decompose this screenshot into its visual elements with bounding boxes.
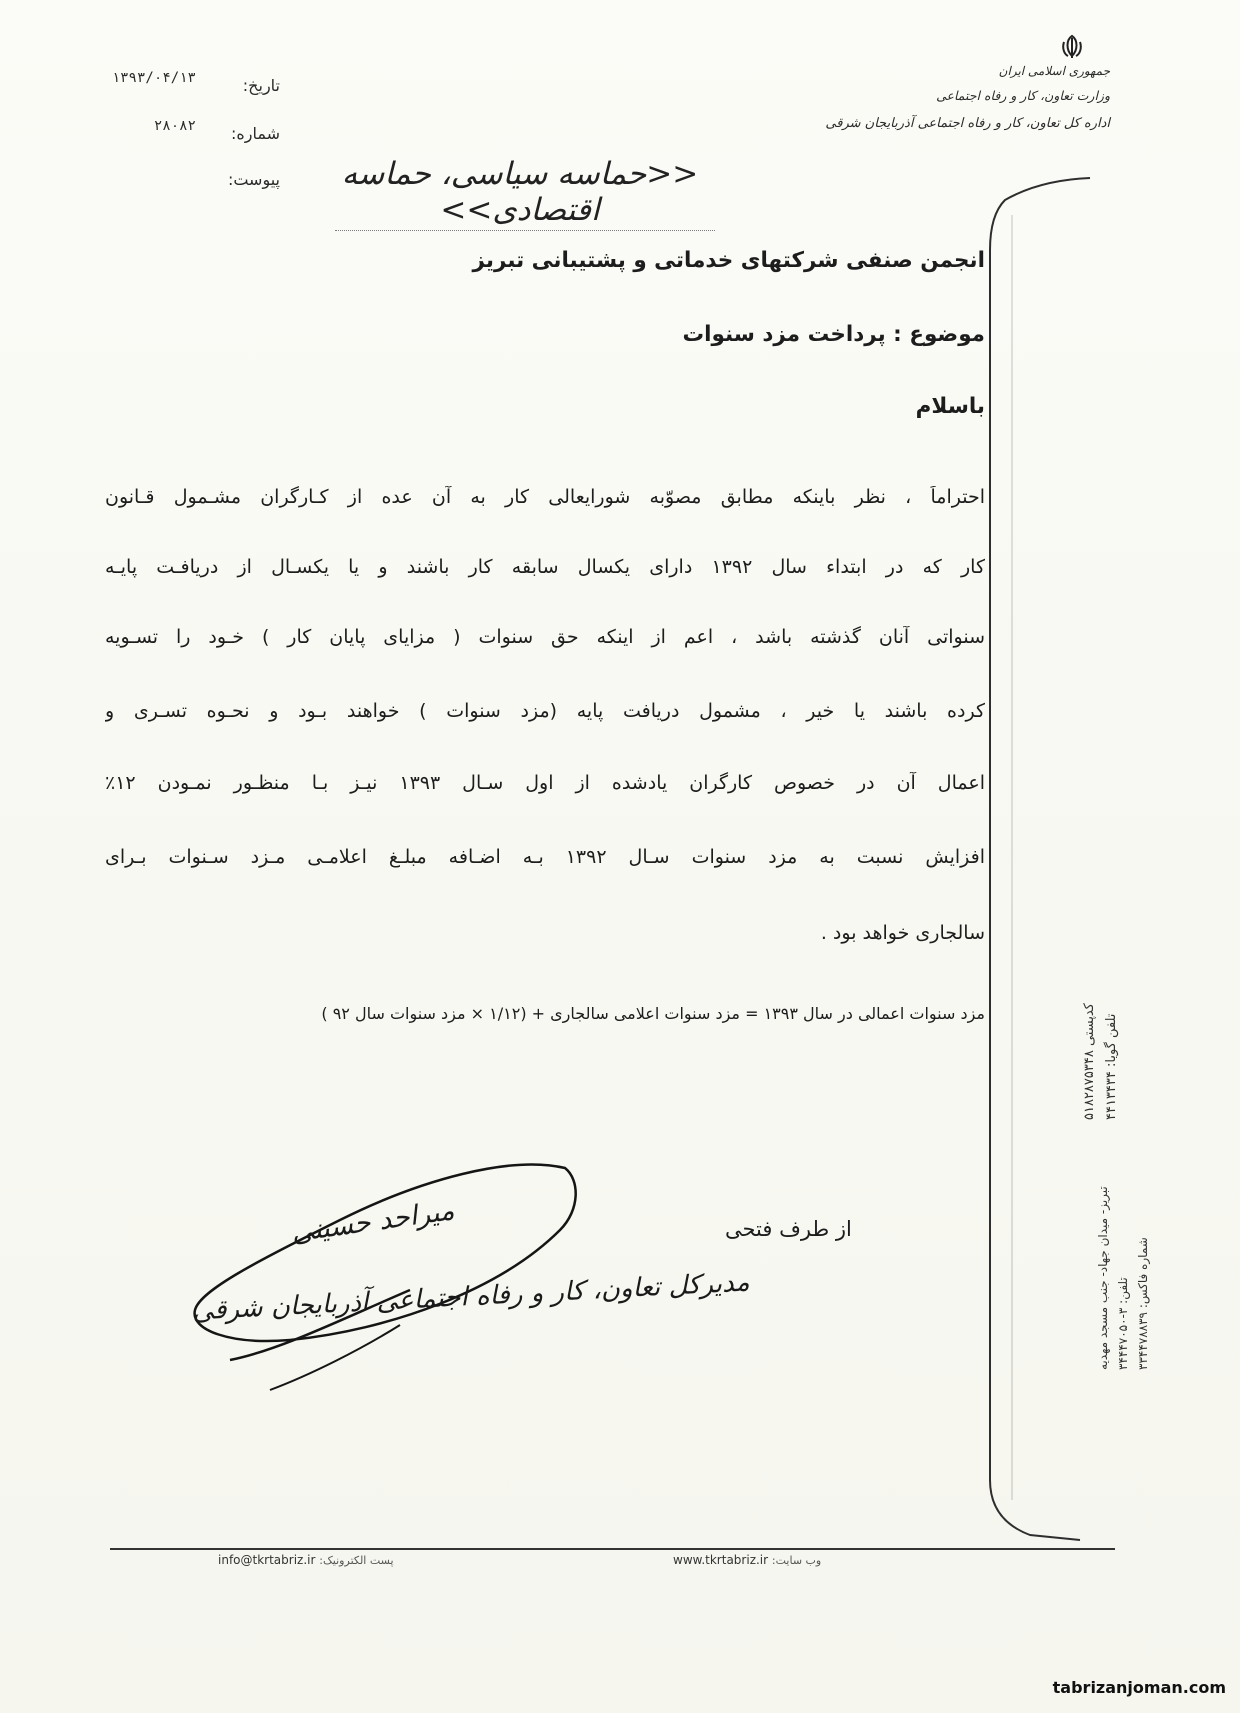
attachment-label: پیوست: <box>227 170 280 189</box>
footer-website <box>673 1553 821 1567</box>
slogan-underline <box>335 230 715 231</box>
address: تبریز- میدان جهاد- جنب مسجد مهدیه <box>1096 1186 1110 1370</box>
paragraph-line: سنواتی آنان گذشته باشد ، اعم از اینکه حق سنوات ( مزایای پایان کار ) خـود را تسـویه <box>105 626 985 648</box>
org-line-1: جمهوری اسلامی ایران <box>998 64 1110 78</box>
date-value: ۱۳۹۳/۰۴/۱۳ <box>111 70 196 86</box>
number-label: شماره: <box>230 124 280 143</box>
wage-formula: مزد سنوات اعمالی در سال ۱۳۹۳ = مزد سنوات اعلامی سالجاری + (۱/۱۲ × مزد سنوات سال ۹۲ ) <box>321 1004 985 1023</box>
org-line-2: وزارت تعاون، کار و رفاه اجتماعی <box>936 88 1110 103</box>
website-label: وب سایت: <box>771 1554 822 1567</box>
paragraph-line: افزایش نسبت به مزد سنوات سـال ۱۳۹۲ بـه اضـافه مبلـغ اعلامـی مـزد سـنوات بـرای <box>105 846 985 868</box>
signature-title: مدیرکل تعاون، کار و رفاه اجتماعی آذربایجان شرقی <box>191 1267 751 1327</box>
subject: موضوع : پرداخت مزد سنوات <box>682 322 985 347</box>
org-line-3: اداره کل تعاون، کار و رفاه اجتماعی آذربایجان شرقی <box>825 116 1110 131</box>
paragraph-line: سالجاری خواهد بود . <box>820 922 985 944</box>
signature-name: میراحد حسینی <box>289 1195 457 1249</box>
footer-email <box>218 1553 394 1567</box>
email-address[interactable]: info@tkrtabriz.ir <box>218 1553 316 1567</box>
number-value: ۲۸۰۸۲ <box>153 118 196 134</box>
email-label: پست الکترونیک: <box>319 1554 394 1567</box>
watermark: tabrizanjoman.com <box>1052 1678 1226 1697</box>
fax: شماره فاکس: ۳۳۴۴۷۸۸۳۹ <box>1136 1237 1150 1370</box>
phone-short: تلفن گویا: ۴۴۱۳۴۳۴ <box>1104 1013 1119 1120</box>
paragraph-line: اعمال آن در خصوص کارگران یادشده از اول سـال ۱۳۹۳ نیـز بـا منظـور نمـودن ۱۲٪ <box>105 772 985 794</box>
phone: تلفن: ۳-۳۴۴۴۷۰۵۰ <box>1116 1277 1130 1370</box>
paragraph-line: کرده باشند یا خیر ، مشمول دریافت پایه (مزد سنوات ) خواهند بـود و نحـوه تسـری و <box>105 700 985 722</box>
postal-code: کدپستی ۵۱۸۲۸۷۵۳۴۸ <box>1082 1003 1097 1120</box>
recipient: انجمن صنفی شرکتهای خدماتی و پشتیبانی تبریز <box>472 248 985 273</box>
footer-divider <box>110 1548 1115 1550</box>
greeting: باسلام <box>915 394 985 419</box>
website-url[interactable]: www.tkrtabriz.ir <box>673 1553 769 1567</box>
paragraph-line: احتراماً ، نظر باینکه مطابق مصوّبه شورایعالی کار به آن عده از کـارگران مشـمول قـانون <box>105 486 985 508</box>
slogan: <<حماسه سیاسی، حماسه اقتصادی>> <box>341 156 699 228</box>
paragraph-line: کار که در ابتداء سال ۱۳۹۲ دارای یکسال سابقه کار باشند و یا یکسـال از دریافـت پایـه <box>105 556 985 578</box>
date-label: تاریخ: <box>242 76 280 95</box>
sender-line: از طرف فتحی <box>725 1217 852 1241</box>
